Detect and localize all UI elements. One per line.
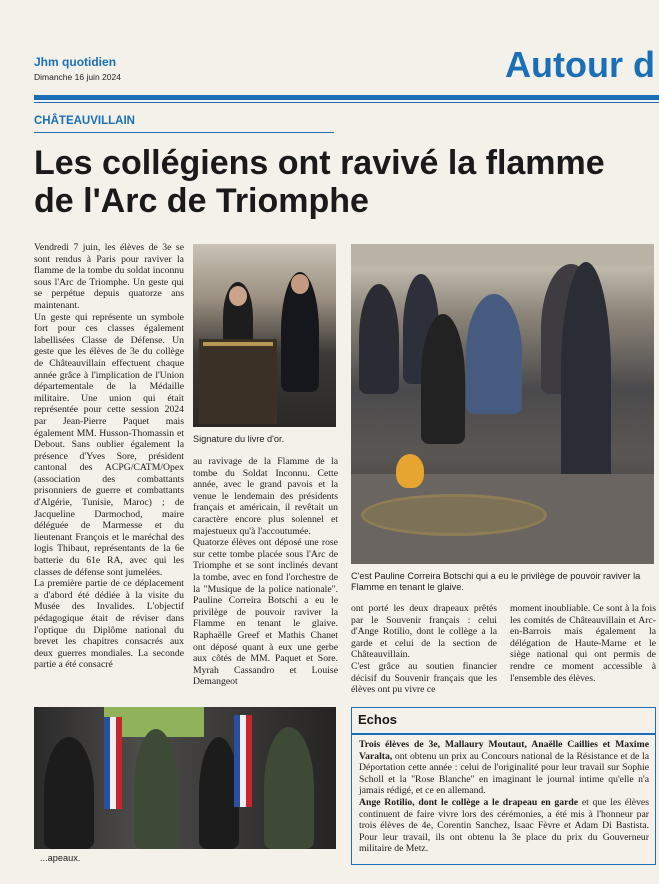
article-column-3: [351, 603, 497, 696]
article-column-4: [510, 603, 656, 684]
issue-date: Dimanche 16 juin 2024: [34, 72, 121, 82]
echos-title: Echos: [358, 712, 398, 727]
paragraph: Quatorze élèves ont déposé une rose sur cette tombe placée sous l'Arc de Triomphe et se sont inclinés devant la tombe, avec en fond l'orchestre de la "Musique de la police nationale". Pauline Correira Botschi a eu le privilège de pouvoir raviver la Flamme en tenant le glaive. Raphaëlle Greef et Mathis Chanet ont déposé quant à eux une gerbe aux côtés de MM. Paquet et Sore. Myrah Cassandro et Louise Demangeot: [193, 537, 338, 688]
photo-signature-livre-or: [193, 244, 336, 427]
photo-caption: Signature du livre d'or.: [193, 434, 285, 444]
photo-ravivage-flamme: [351, 244, 654, 564]
article-column-1: [34, 242, 184, 671]
paragraph: Un geste qui représente un symbole fort pour ces classes également labellisées Classe de Défense. Un geste que les élèves de 3e du collège de Châteauvillain effectuent chaque année grâce à l'implication de l'Union départementale de la Médaille militaire. Une union qui était représentée pour cette session 2024 par Jean-Pierre Paquet mais également MM. Husson-Thomassin et Debout. Sans oublier également la présence d'Yves Sore, président cantonal des ACPG/CATM/Opex (association des combattants prisonniers de guerre et combattants d'Algérie, Tunisie, Maroc) ; de Jacqueline Darmochod, maire déléguée de Marmesse et du lieutenant François et le maréchal des logis Thibaut, représentants de la 6e batterie du 61e RA, avec qui les classes de défense sont jumelées.: [34, 311, 184, 578]
echos-item-text: et que les élèves continuent de faire vivre lors des cérémonies, a été mis à l'honneur par trois élèves de 4e, Corentin Sanchez, Isaac Fèvre et Adam Di Bastista. Pour leur travail, ils ont obtenu la 3e place du prix du Gouverneur militaire de Metz.: [359, 796, 649, 855]
echos-rule: [351, 733, 655, 735]
article-column-2: [193, 456, 338, 688]
top-rule-thin: [34, 102, 659, 103]
echos-item-text: ont obtenu un prix au Concours national de la Résistance et de la Déportation cette année : celui de l'originalité pour leur travail sur Sophie Scholl et la "Rose Blanche" en imaginant le journal intime qu'elle n'a jamais rédigé, et ce en allemand.: [359, 750, 649, 797]
echos-item-lead: Ange Rotilio, dont le collège a le drapeau en garde: [359, 796, 579, 808]
paragraph: ont porté les deux drapeaux prêtés par le Souvenir français : celui d'Ange Rotilio, dont le collège a la garde et celui de la section de Châteauvillain.: [351, 603, 497, 661]
article-headline: Les collégiens ont ravivé la flamme de l'Arc de Triomphe: [34, 144, 605, 220]
echos-body: [359, 739, 649, 855]
echos-item: [359, 797, 649, 855]
paragraph: C'est grâce au soutien financier décisif du Souvenir français que les élèves ont pu vivre ce: [351, 660, 497, 696]
article-kicker: CHÂTEAUVILLAIN: [34, 115, 135, 127]
photo-caption: C'est Pauline Correira Botschi qui a eu le privilège de pouvoir raviver la Flamme en tenant le glaive.: [351, 571, 641, 592]
paragraph: moment inoubliable. Ce sont à la fois les comités de Châteauvillain et Arc-en-Barrois mais également la délégation de Haute-Marne et le siège national qui ont permis de rendre ce moment accessible à l'ensemble des élèves.: [510, 603, 656, 684]
section-title: Autour d: [505, 44, 655, 85]
kicker-rule: [34, 132, 334, 133]
quotidien-label: quotidien: [62, 55, 117, 69]
top-rule: [34, 95, 659, 100]
photo-caption: ...apeaux.: [40, 853, 81, 863]
paragraph: La première partie de ce déplacement a d'abord été dédiée à la visite du Musée des Invalides. L'objectif pédagogique était de réviser dans l'optique du Diplôme national du brevet les chapitres consacrés aux deux guerres mondiales. La seconde partie a été consacré: [34, 578, 184, 671]
newspaper-logo: Jhm quotidien: [34, 55, 117, 69]
echos-item-lead: Trois élèves de 3e, Mallaury Moutaut, Anaëlle Caillies et Maxime Varalta,: [359, 739, 649, 762]
paragraph: Vendredi 7 juin, les élèves de 3e se sont rendus à Paris pour raviver la flamme de la tombe du soldat inconnu sous l'Arc de Triomphe. Un geste qui se perpétue depuis quatorze ans maintenant.: [34, 242, 184, 311]
paragraph: au ravivage de la Flamme de la tombe du Soldat Inconnu. Cette année, avec le grand pavois et la venue le lendemain des présidents français et américain, il revêtait un caractère encore plus solennel et majestueux qu'à l'accoutumée.: [193, 456, 338, 537]
echos-item: [359, 739, 649, 797]
photo-porte-drapeaux: [34, 707, 336, 849]
